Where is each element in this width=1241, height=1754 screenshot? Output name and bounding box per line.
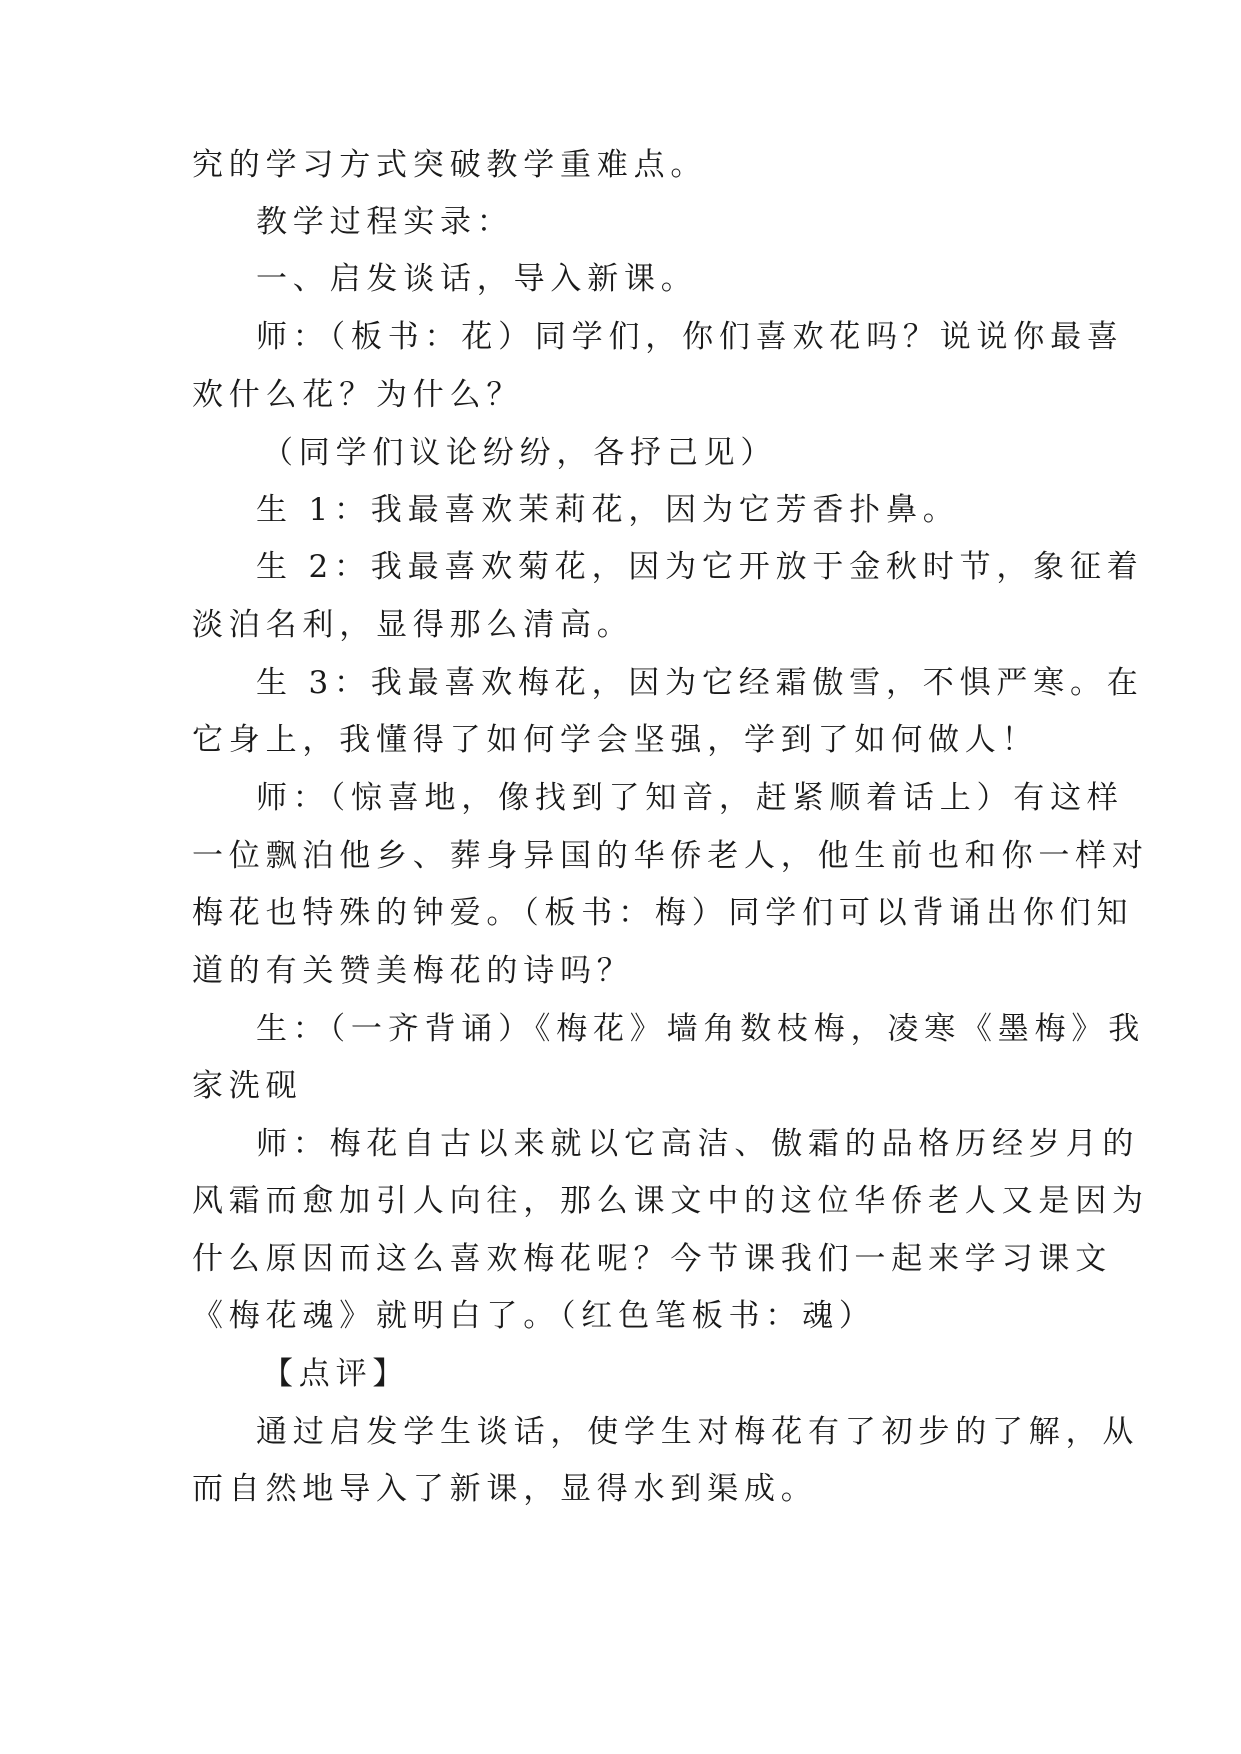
text-line-3: 一、启发谈话，导入新课。 (256, 261, 698, 297)
text-line-16: 生：（一齐背诵）《梅花》墙角数枝梅，凌寒《墨梅》我 (256, 1011, 1145, 1047)
text-line-5: 欢什么花？为什么？ (192, 377, 524, 413)
text-line-7: 生 1：我最喜欢茉莉花，因为它芳香扑鼻。 (256, 492, 960, 528)
text-line-13: 一位飘泊他乡、葬身异国的华侨老人，他生前也和你一样对 (192, 838, 1149, 874)
text-line-18: 师：梅花自古以来就以它高洁、傲霜的品格历经岁月的 (256, 1126, 1140, 1162)
text-line-6: （同学们议论纷纷，各抒己见） (262, 435, 778, 471)
text-line-22: 【点评】 (262, 1356, 410, 1392)
text-line-10: 生 3：我最喜欢梅花，因为它经霜傲雪，不惧严寒。在 (256, 665, 1144, 701)
text-line-4: 师：（板书：花）同学们，你们喜欢花吗？说说你最喜 (256, 319, 1124, 355)
text-line-2: 教学过程实录： (256, 204, 514, 240)
text-line-19: 风霜而愈加引人向往，那么课文中的这位华侨老人又是因为 (192, 1183, 1149, 1219)
text-line-20: 什么原因而这么喜欢梅花呢？今节课我们一起来学习课文 (192, 1241, 1112, 1277)
text-line-12: 师：（惊喜地，像找到了知音，赶紧顺着话上）有这样 (256, 780, 1124, 816)
text-line-14: 梅花也特殊的钟爱。（板书：梅）同学们可以背诵出你们知 (192, 895, 1134, 931)
text-line-24: 而自然地导入了新课，显得水到渠成。 (192, 1471, 818, 1507)
text-line-23: 通过启发学生谈话，使学生对梅花有了初步的了解，从 (256, 1414, 1140, 1450)
text-line-9: 淡泊名利，显得那么清高。 (192, 607, 634, 643)
text-line-8: 生 2：我最喜欢菊花，因为它开放于金秋时节，象征着 (256, 549, 1144, 585)
text-line-1: 究的学习方式突破教学重难点。 (192, 147, 708, 183)
text-line-15: 道的有关赞美梅花的诗吗？ (192, 953, 634, 989)
text-line-17: 家洗砚 (192, 1068, 303, 1104)
text-line-21: 《梅花魂》就明白了。（红色笔板书：魂） (192, 1298, 876, 1334)
text-line-11: 它身上，我懂得了如何学会坚强，学到了如何做人！ (192, 722, 1039, 758)
